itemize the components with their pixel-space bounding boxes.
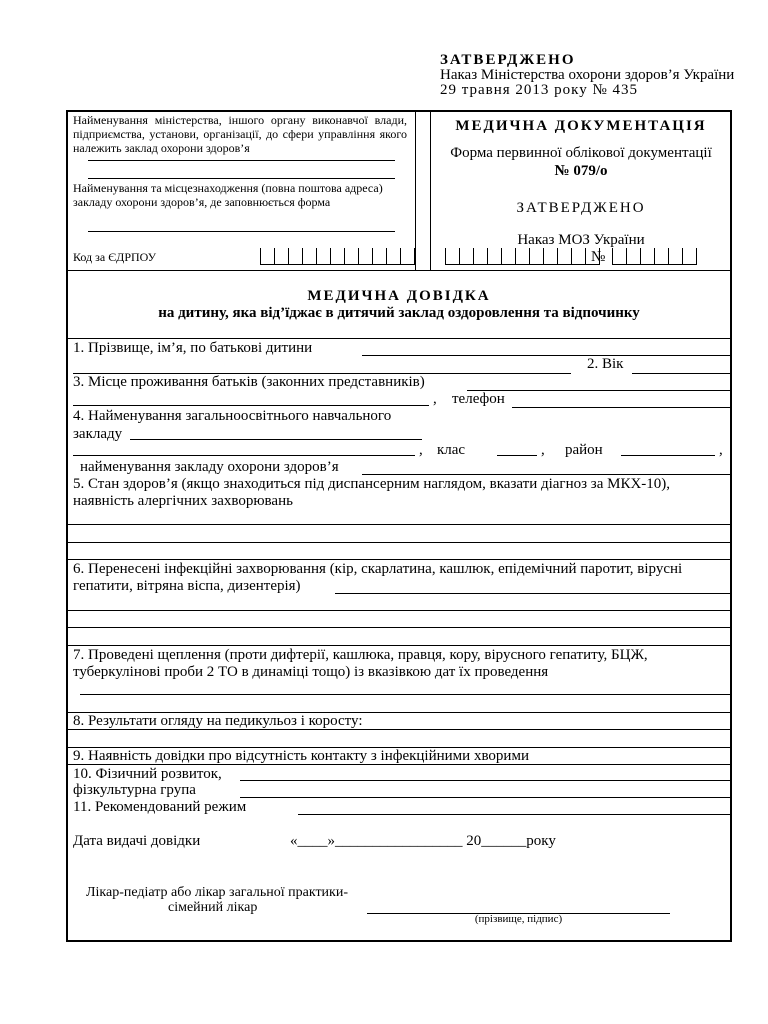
phone-label: телефон	[452, 391, 505, 407]
edrpou-code-boxes[interactable]	[260, 248, 415, 265]
signature-caption: (прізвище, підпис)	[474, 913, 563, 925]
field-10-line-1: 10. Фізичний розвиток,	[73, 766, 222, 782]
field-5-line-1: 5. Стан здоров’я (якщо знаходиться під диспансерним наглядом, вказати діагноз за МКХ-10),	[73, 476, 671, 492]
school-field-2[interactable]	[73, 455, 415, 456]
field-10-line-2: фізкультурна група	[73, 782, 196, 798]
order-number-boxes[interactable]	[612, 248, 697, 265]
ministry-field-2[interactable]	[88, 178, 395, 179]
form-number: № 079/о	[554, 163, 608, 179]
issue-date-label: Дата видачі довідки	[73, 833, 201, 849]
child-name-field[interactable]	[362, 355, 730, 356]
field-2-label: 2. Вік	[587, 356, 624, 372]
hospital-label: найменування закладу охорони здоров’я	[80, 459, 339, 475]
contact-certificate-field[interactable]	[67, 764, 731, 765]
health-field-3[interactable]	[67, 559, 731, 560]
approval-order: Наказ Міністерства охорони здоров’я України	[440, 67, 735, 83]
field-6-line-2: гепатити, вітряна віспа, дизентерія)	[73, 578, 301, 594]
district-field[interactable]	[621, 455, 715, 456]
field-9-label: 9. Наявність довідки про відсутність контакту з інфекційними хворими	[73, 748, 529, 764]
order-number-sign: №	[591, 249, 606, 265]
field-6-line-1: 6. Перенесені інфекційні захворювання (кір, скарлатина, кашлюк, епідемічний паротит, вірусні	[73, 561, 683, 577]
field-8-label: 8. Результати огляду на педикульоз і коросту:	[73, 713, 363, 729]
document-title: МЕДИЧНА ДОВІДКА	[307, 288, 491, 304]
field-4-cont: закладу	[73, 426, 123, 442]
field-3-separator: ,	[433, 391, 437, 407]
title-bottom-line	[67, 338, 731, 339]
edrpou-label: Код за ЄДРПОУ	[73, 250, 157, 264]
regime-field[interactable]	[298, 814, 730, 815]
issue-date-field[interactable]: «____»_________________ 20______року	[290, 833, 556, 849]
residence-field[interactable]	[467, 390, 730, 391]
form-type: Форма первинної облікової документації	[450, 145, 712, 161]
class-field[interactable]	[497, 455, 537, 456]
class-label: клас	[437, 442, 466, 458]
ministry-field[interactable]	[88, 160, 395, 161]
hospital-field[interactable]	[362, 474, 730, 475]
infections-field-4[interactable]	[67, 645, 731, 646]
field-7-line-1: 7. Проведені щеплення (проти дифтерії, кашлюка, правця, кору, вірусного гепатиту, БЦЖ,	[73, 647, 648, 663]
field-7-line-2: туберкулінові проби 2 ТО в динаміці тощо) із вказівкою дат їх проведення	[73, 664, 549, 680]
health-field-2[interactable]	[67, 542, 731, 543]
residence-field-2[interactable]	[73, 405, 429, 406]
pediculosis-field-1[interactable]	[67, 729, 731, 730]
phone-field[interactable]	[512, 407, 730, 408]
age-field[interactable]	[632, 373, 730, 374]
field-1-label: 1. Прізвище, ім’я, по батькові дитини	[73, 340, 313, 356]
med-doc-title: МЕДИЧНА ДОКУМЕНТАЦІЯ	[455, 118, 707, 134]
header-bottom-line	[67, 270, 731, 271]
infections-field-2[interactable]	[67, 610, 731, 611]
field-5-line-2: наявність алергічних захворювань	[73, 493, 293, 509]
class-separator: ,	[419, 442, 423, 458]
approval-date: 29 травня 2013 року № 435	[440, 82, 639, 98]
approval-title: ЗАТВЕРДЖЕНО	[440, 52, 576, 68]
school-field[interactable]	[130, 439, 422, 440]
doctor-label-line-2: сімейний лікар	[168, 900, 258, 915]
physical-dev-field[interactable]	[240, 780, 730, 781]
field-11-label: 11. Рекомендований режим	[73, 799, 247, 815]
approved-label: ЗАТВЕРДЖЕНО	[516, 200, 646, 216]
moz-order-label: Наказ МОЗ України	[517, 232, 645, 248]
fitness-group-field[interactable]	[240, 797, 730, 798]
doctor-label-line-1: Лікар-педіатр або лікар загальної практики-	[86, 885, 349, 900]
facility-label: Найменування та місцезнаходження (повна поштова адреса) закладу охорони здоров’я, де заповнюється форма	[73, 181, 383, 209]
ministry-label: Найменування міністерства, іншого органу виконавчої влади, підприємства, установи, організації, до сфери управління якого належить заклад охорони здоров’я	[73, 113, 407, 155]
infections-field-1[interactable]	[335, 593, 730, 594]
order-date-boxes[interactable]	[445, 248, 600, 265]
end-separator: ,	[719, 442, 723, 458]
infections-field-3[interactable]	[67, 627, 731, 628]
health-field-1[interactable]	[67, 524, 731, 525]
facility-field[interactable]	[88, 231, 395, 232]
vaccination-field-1[interactable]	[80, 694, 730, 695]
document-subtitle: на дитину, яка від’їджає в дитячий заклад оздоровлення та відпочинку	[158, 305, 640, 321]
field-4-label: 4. Найменування загальноосвітнього навчального	[73, 408, 392, 424]
header-divider-1	[415, 111, 416, 270]
district-separator: ,	[541, 442, 545, 458]
district-label: район	[565, 442, 603, 458]
field-3-label: 3. Місце проживання батьків (законних представників)	[73, 374, 425, 390]
